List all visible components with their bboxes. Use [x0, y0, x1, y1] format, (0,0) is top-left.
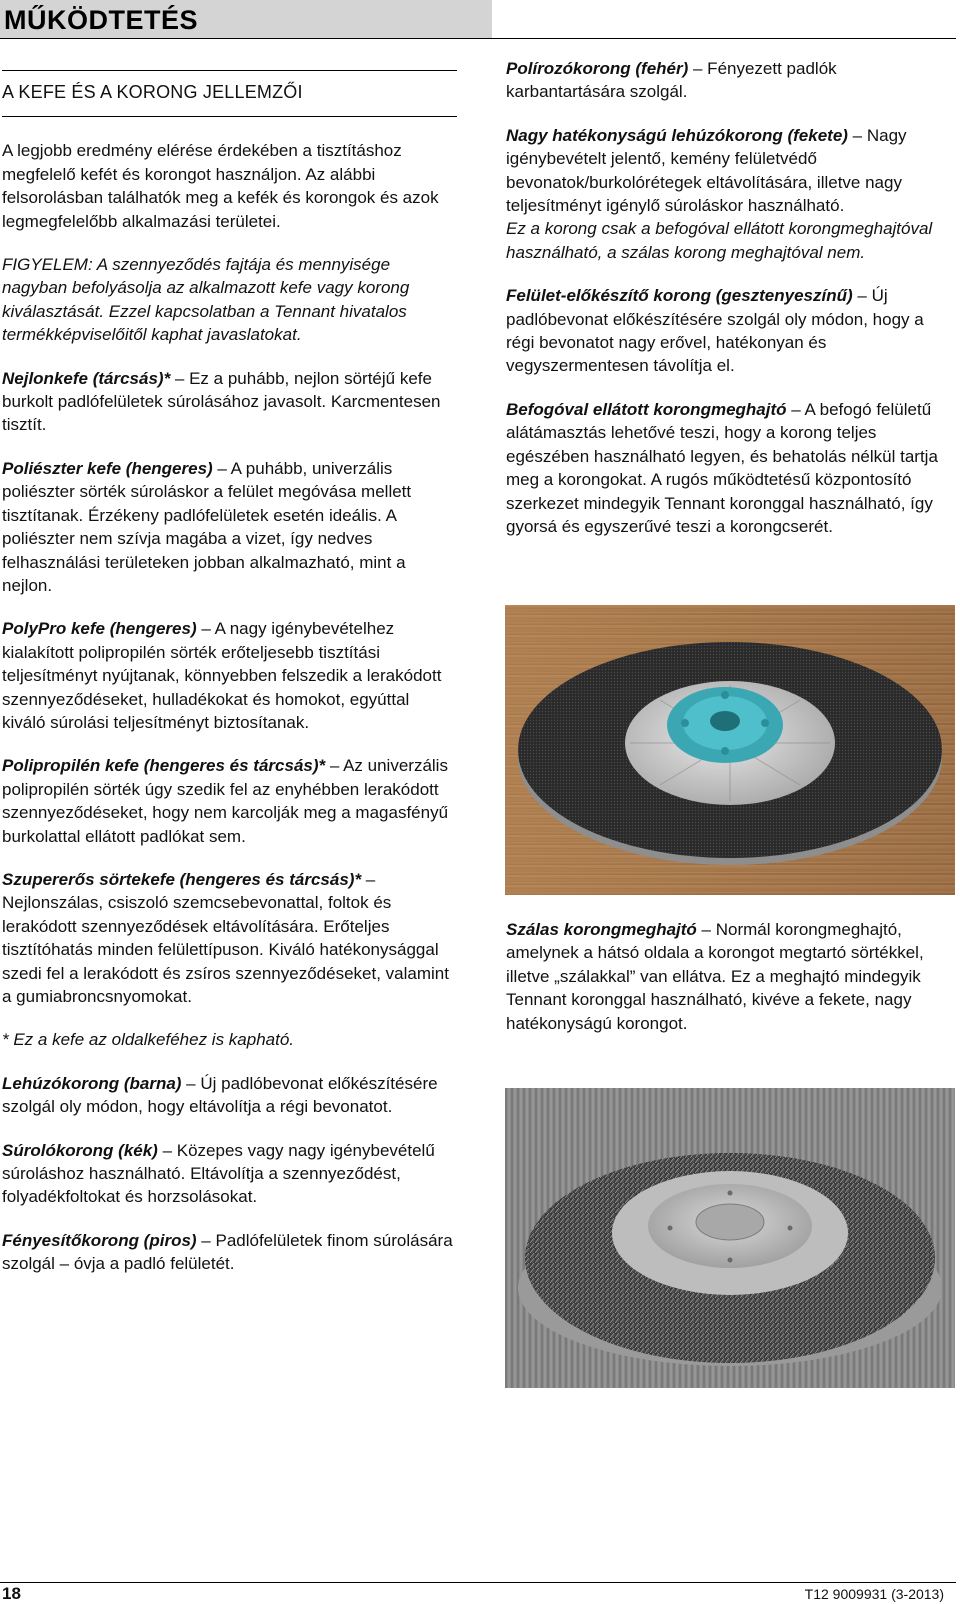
brush-item-polyester	[2, 457, 457, 597]
item-term: Nejlonkefe (tárcsás)*	[2, 368, 171, 388]
footnote: * Ez a kefe az oldalkeféhez is kapható.	[2, 1030, 295, 1050]
item-term: Befogóval ellátott korongmeghajtó	[506, 399, 787, 419]
item-term: Lehúzókorong (barna)	[2, 1073, 182, 1093]
item-desc: – Nagy igénybevételt jelentő, kemény felületvédő bevonatok/burkolórétegek eltávolítására, illetve nagy teljesítményt igénylő súroláskor használható.	[506, 125, 907, 216]
intro-paragraph: A legjobb eredmény elérése érdekében a tisztításhoz megfelelő kefét és korongot használjon. Az alábbi felsorolásban találhatók meg a kefék és korongok és azok legmegfelelőbb alkalmazási területei.	[2, 141, 439, 231]
brush-item-polypropylene	[2, 754, 457, 848]
bristle-driver-illustration	[505, 1088, 955, 1388]
pad-driver-illustration	[505, 605, 955, 895]
item-desc: – A nagy igénybevételhez kialakított polipropilén sörték erőteljesebb tisztítási teljesítményt nyújtanak, könnyebben felszedik a lerakódott szennyeződéseket, hulladékokat és homokot, egyúttal kiváló súrolási teljesítményt biztosítanak.	[2, 619, 442, 732]
right-column	[506, 57, 956, 558]
item-term: Nagy hatékonyságú lehúzókorong (fekete)	[506, 125, 848, 145]
pad-item-center-lock-driver	[506, 398, 956, 538]
item-desc: – A befogó felületű alátámasztás lehetővé teszi, hogy a korong teljes egészében használható legyen, és behatolás nélkül tartja meg a korongokat. A rugós működtetésű központosító szerkezet mindegyik Tennant koronggal használható, így gyorsá és egyszerűvé teszi a korongcserét.	[506, 399, 938, 536]
item-term: Polipropilén kefe (hengeres és tárcsás)*	[2, 756, 326, 776]
item-desc: – Új padlóbevonat előkészítésére szolgál oly módon, hogy eltávolítja a régi bevonatot.	[2, 1073, 438, 1117]
item-desc: – Ez a puhább, nejlon sörtéjű kefe burkolt padlófelületek súrolásához javasolt. Karcmentesen tisztít.	[2, 368, 441, 435]
item-desc: – Padlófelületek finom súrolására szolgál – óvja a padló felületét.	[2, 1230, 453, 1274]
page-title: MŰKÖDTETÉS	[4, 5, 198, 35]
item-term: Felület-előkészítő korong (gesztenyeszínű)	[506, 286, 853, 306]
footer-divider	[0, 1582, 956, 1583]
item-desc: – Az univerzális polipropilén sörték úgy szedik fel az enyhébben lerakódott szennyeződéseket, hogy nem karcolják meg a magasfényű burkolattal ellátott padlókat sem.	[2, 756, 449, 846]
item-term: Súrolókorong (kék)	[2, 1140, 158, 1160]
bristle-driver-photo	[505, 1088, 955, 1388]
item-desc: – Közepes vagy nagy igénybevételű súroláshoz használható. Eltávolítja a szennyeződést, folyadékfoltokat és horzsolásokat.	[2, 1140, 435, 1207]
section-top-rule	[2, 70, 457, 71]
item-term: Polírozókorong (fehér)	[506, 59, 689, 78]
item-term: Szupererős sörtekefe (hengeres és tárcsás)*	[2, 869, 362, 889]
item-desc: – Fényezett padlók karbantartására szolgál.	[506, 59, 837, 102]
pad-item-surface-prep	[506, 284, 956, 378]
pad-item-polishing	[506, 57, 956, 104]
pad-driver-photo	[505, 605, 955, 895]
brush-item-super-abrasive	[2, 868, 457, 1008]
warning-paragraph: FIGYELEM: A szennyeződés fajtája és mennyisége nagyban befolyásolja az alkalmazott kefe vagy korong kiválasztását. Ezzel kapcsolatban a Tennant hivatalos termékképviselőitől kaphat javaslatokat.	[2, 255, 410, 345]
item-term: Fényesítőkorong (piros)	[2, 1230, 197, 1250]
item-term: Poliészter kefe (hengeres)	[2, 458, 213, 478]
item-desc: – Új padlóbevonat előkészítésére szolgál oly módon, hogy a régi bevonatot nagy erővel, hatékonyan és vegyszermentesen távolítja el.	[506, 286, 924, 376]
page-number: 18	[2, 1584, 21, 1603]
item-term: Szálas korongmeghajtó	[506, 920, 697, 939]
pad-item-buffing	[2, 1229, 457, 1276]
document-code: T12 9009931 (3-2013)	[804, 1586, 944, 1602]
brush-item-polypro	[2, 617, 457, 734]
pad-item-bristle-driver	[506, 918, 956, 1035]
item-desc: – Nejlonszálas, csiszoló szemcsebevonattal, foltok és lerakódott szennyeződések eltávolítására. Erőteljes tisztítóhatás minden felülettípuson. Kiváló hatékonysággal szedi fel a lerakódott és zsíros szennyeződéseket, valamint a gumiabroncsnyomokat.	[2, 869, 449, 1006]
item-term: PolyPro kefe (hengeres)	[2, 619, 197, 639]
right-column-lower	[506, 918, 956, 1055]
item-note: Ez a korong csak a befogóval ellátott korongmeghajtóval használható, a szálas korong meghajtóval nem.	[506, 219, 933, 262]
section-bottom-rule	[2, 116, 457, 117]
header-divider	[0, 38, 956, 39]
pad-item-high-productivity	[506, 124, 956, 264]
item-desc: – A puhább, univerzális poliészter sörték súroláskor a felület megóvása mellett tisztítanak. Érzékeny padlófelületek esetén ideális. A poliészter nem szívja magába a vizet, így nedves felhasználási területeken jobban alkalmazható, mint a nejlon.	[2, 458, 412, 595]
left-column	[2, 70, 457, 1296]
section-title: A KEFE ÉS A KORONG JELLEMZŐI	[2, 82, 303, 102]
brush-item-nylon	[2, 367, 457, 437]
item-desc: – Normál korongmeghajtó, amelynek a hátsó oldala a korongot megtartó sörtékkel, illetve „szálakkal” van ellátva. Ez a meghajtó mindegyik Tennant koronggal használható, kivéve a fekete, nagy hatékonyságú korongot.	[506, 920, 924, 1033]
pad-item-stripping	[2, 1072, 457, 1119]
pad-item-scrubbing	[2, 1139, 457, 1209]
